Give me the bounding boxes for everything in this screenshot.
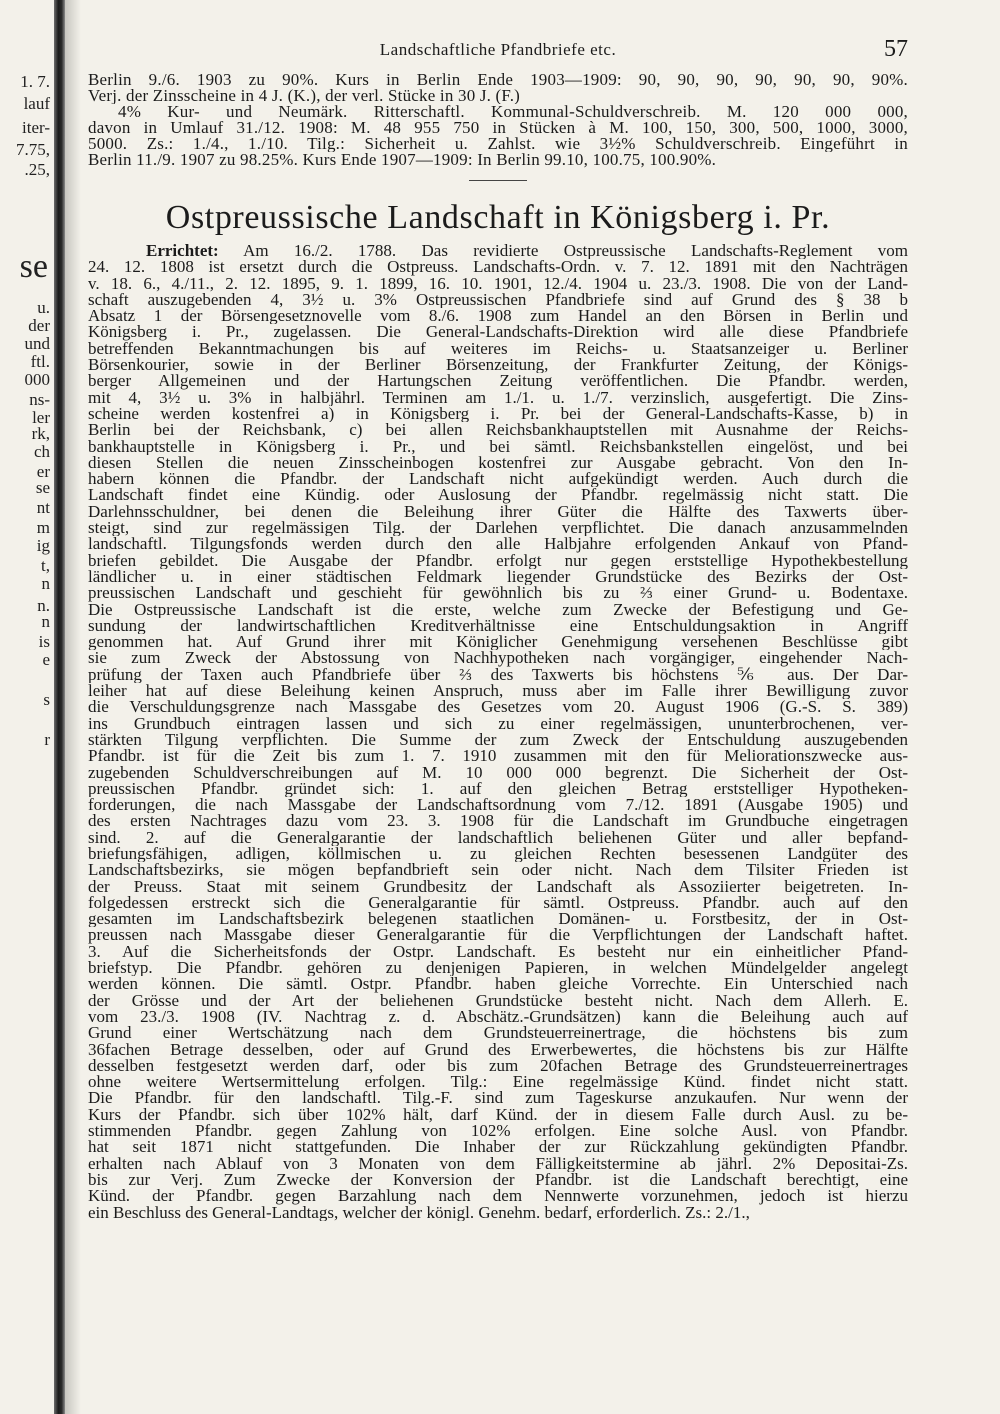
left-page-fragment bbox=[0, 0, 52, 1414]
body-line: schaft auszugebenden 4, 3½ u. 3% Ostpreussischen Pfandbriefe sind auf Grund des § 38 b bbox=[88, 291, 908, 309]
left-fragment-0: 1. 7. bbox=[20, 72, 50, 91]
body-line: sind. 2. auf die Generalgarantie der landschaftlich beliehenen Güter und aller bepfand- bbox=[88, 829, 908, 846]
section-divider bbox=[469, 180, 527, 181]
errichtet-label: Errichtet: bbox=[146, 243, 219, 260]
body-line: 36fachen Betrage desselben, oder auf Grund des Erwerbewertes, die höchstens bis zur Hälfte bbox=[88, 1041, 908, 1058]
body-line: Absatz 1 der Börsengesetznovelle vom 8./6. 1908 zum Handel an den Börsen in Berlin und bbox=[88, 308, 908, 325]
left-fragment-17: nt bbox=[36, 498, 50, 517]
body-line: bankhauptstelle in Königsberg i. Pr., und bei sämtl. Reichsbankstellen eingelöst, und bei bbox=[88, 438, 908, 455]
body-line: Börsenkourier, sowie in der Berliner Börsenzeitung, der Frankfurter Zeitung, der Königs- bbox=[88, 357, 908, 374]
left-fragment-20: t, bbox=[41, 556, 50, 575]
body-line: Künd. der Pfandbr. gegen Barzahlung nach dem Nennwerte vorzunehmen, jedoch ist hierzu bbox=[88, 1188, 908, 1205]
left-fragment-2: iter- bbox=[22, 118, 50, 137]
body-line: Die Ostpreussische Landschaft ist die erste, welche zum Zwecke der Befestigung und Ge- bbox=[88, 601, 908, 618]
body-line: prüfung der Taxen auch Pfandbriefe über ⅔ des Taxwerts bis höchstens ⅚ aus. Der Dar- bbox=[88, 666, 908, 684]
running-title: Landschaftliche Pfandbriefe etc. bbox=[379, 40, 617, 59]
body-line: vom 23./3. 1908 (IV. Nachtrag z. d. Abschätz.-Grundsätzen) kann die Beleihung auch auf bbox=[88, 1008, 908, 1026]
body-line: sundung der landwirtschaftlichen Kreditverhältnisse eine Entschuldungsaktion in Angriff bbox=[88, 617, 908, 635]
body-line: folgedessen erstreckt sich die Generalgarantie für sämtl. Ostpreuss. Pfandbr. auch auf den bbox=[88, 894, 908, 912]
left-fragment-9: ftl. bbox=[30, 352, 50, 371]
established-line bbox=[88, 243, 908, 259]
left-fragment-13: rk, bbox=[31, 424, 50, 443]
body-line: v. 18. 6., 4./11., 2. 12. 1895, 9. 1. 1899, 16. 10. 1901, 12./4. 1904 u. 23./3. 1908. Die von der Land- bbox=[88, 275, 908, 292]
body-line: desselben festgesetzt werden darf, oder bis zum 20fachen Betrage des Grundsteuerreinertrages bbox=[88, 1057, 908, 1075]
body-line: ein Beschluss des General-Landtags, welcher der königl. Genehm. bedarf, erforderlich. Zs.: 2./1., bbox=[88, 1204, 750, 1221]
body-line: briefungsfähigen, adligen, köllmischen u. zu gleichen Rechten besessenen Landgüter des bbox=[88, 845, 908, 863]
left-fragment-12: ler bbox=[32, 408, 50, 427]
body-line: scheine werden kostenfrei a) in Königsberg i. Pr. bei der General-Landschafts-Kasse, b) in bbox=[88, 405, 908, 423]
body-line: Die Pfandbr. für den landschaftl. Tilg.-F. sind zum Tageskurse anzukaufen. Nur wenn der bbox=[88, 1090, 908, 1107]
entry-line: Berlin 9./6. 1903 zu 90%. Kurs in Berlin Ende 1903—1909: 90, 90, 90, 90, 90, 90, 90%. bbox=[88, 72, 908, 88]
page-content bbox=[88, 36, 908, 1221]
left-fragment-25: e bbox=[42, 650, 50, 669]
left-fragment-5: se bbox=[19, 248, 48, 285]
left-fragment-10: 000 bbox=[24, 370, 50, 389]
entry-line: 5000. Zs.: 1./4., 1./10. Tilg.: Sicherheit u. Zahlst. wie 3½% Schuldverschreib. Eingeführt in bbox=[88, 136, 908, 152]
section-body bbox=[88, 243, 908, 1221]
left-fragment-6: u. bbox=[37, 298, 50, 317]
body-line: hat seit 1871 nicht stattgefunden. Die Inhaber der zur Rückzahlung gekündigten Pfandbr. bbox=[88, 1139, 908, 1156]
body-line: leiher hat auf diese Beleihung keinen Anspruch, muss aber im Falle ihrer Bewilligung zuvor bbox=[88, 683, 908, 700]
running-header bbox=[88, 36, 908, 72]
left-fragment-26: s bbox=[43, 690, 50, 709]
left-fragment-7: der bbox=[28, 316, 50, 335]
entry-line: Berlin 11./9. 1907 zu 98.25%. Kurs Ende 1907—1909: In Berlin 99.10, 100.75, 100.90%. bbox=[88, 152, 717, 168]
gutter-shadow bbox=[65, 0, 81, 1414]
body-line: ohne weitere Wertsermittelung erfolgen. Tilg.: Eine regelmässige Künd. findet nicht statt. bbox=[88, 1074, 908, 1091]
body-line: Landschaft findet eine Kündig. oder Auslosung der Pfandbr. regelmässig nicht statt. Die bbox=[88, 487, 908, 504]
body-line: Kurs der Pfandbr. sich über 102% hält, darf Künd. der in diesem Falle durch Ausl. zu be- bbox=[88, 1106, 908, 1124]
book-spine-gutter bbox=[54, 0, 65, 1414]
body-line: Pfandbr. ist für die Zeit bis zum 1. 7. 1910 zusammen mit den für Meliorationszwecke aus- bbox=[88, 748, 908, 765]
body-line: Königsberg i. Pr., zugelassen. Die General-Landschafts-Direktion wird alle diese Pfandbriefe bbox=[88, 324, 908, 341]
body-line: 24. 12. 1808 ist ersetzt durch die Ostpreuss. Landschafts-Ordn. v. 7. 12. 1891 mit den Nachträgen bbox=[88, 259, 908, 276]
body-line: habern können die Pfandbr. der Landschaft nicht aufgekündigt werden. Auch durch die bbox=[88, 471, 908, 488]
left-fragment-24: is bbox=[38, 632, 50, 651]
body-line: gesamten im Landschaftsbezirk belegenen staatlichen Domänen- u. Forstbesitz, der in Ost- bbox=[88, 911, 908, 928]
left-fragment-28: r bbox=[44, 730, 50, 749]
body-line: Landschaftsbezirks, sie mögen bepfandbrieft sein oder nicht. Nach dem Tilsiter Frieden ist bbox=[88, 862, 908, 879]
left-fragment-23: n bbox=[41, 612, 50, 631]
body-line: preussen nach Massgabe dieser Generalgarantie für die Verpflichtungen der Landschaft haftet. bbox=[88, 927, 908, 944]
body-line: briefstyp. Die Pfandbr. gehören zu denjenigen Papieren, in welchen Mündelgelder angelegt bbox=[88, 960, 908, 977]
body-line: Grund einer Wertschätzung nach dem Grundsteuerreinertrage, die höchstens bis zum bbox=[88, 1025, 908, 1042]
body-line: bis zur Verj. Zum Zwecke der Konversion der Pfandbr. ist die Landschaft berechtigt, eine bbox=[88, 1171, 908, 1189]
body-line: briefen gebildet. Die Ausgabe der Pfandbr. erfolgt nur gegen erststellige Hypothekbestellung bbox=[88, 552, 908, 569]
left-fragment-21: n bbox=[41, 574, 50, 593]
left-fragment-14: ch bbox=[33, 442, 50, 461]
entry-line: 4% Kur- und Neumärk. Ritterschaftl. Kommunal-Schuldverschreib. M. 120 000 000, bbox=[118, 104, 908, 120]
body-line: 3. Auf die Sicherheitsfonds der Ostpr. Landschaft. Es besteht nur ein einheitlicher Pfand- bbox=[88, 943, 908, 961]
left-fragment-18: m bbox=[36, 518, 50, 537]
body-line: Berlin bei der Reichsbank, c) bei allen Reichsbankhauptstellen mit Ausnahme der Reichs- bbox=[88, 422, 908, 439]
body-line: der Grösse und der Art der beliehenen Grundstücke besteht nicht. Nach dem Allerh. E. bbox=[88, 992, 908, 1009]
body-line: der Preuss. Staat mit seinem Grundbesitz der Landschaft als Assoziierter beigetreten. In- bbox=[88, 878, 908, 895]
body-line: betreffenden Bekanntmachungen bis auf weiteres im Reichs- u. Staatsanzeiger u. Berliner bbox=[88, 340, 908, 358]
left-fragment-16: se bbox=[35, 478, 50, 497]
left-fragment-8: und bbox=[24, 334, 50, 353]
body-line: zugebenden Schuldverschreibungen auf M. 10 000 000 begrenzt. Die Sicherheit der Ost- bbox=[88, 764, 908, 781]
body-line: landschaftl. Tilgungsfonds werden durch den alle Halbjahre erfolgenden Ankauf von Pfand- bbox=[88, 536, 908, 553]
left-fragment-4: .25, bbox=[24, 160, 50, 179]
body-line: stärkten Tilgung verpflichten. Die Summe der zum Zweck der Entschuldung auszugebenden bbox=[88, 731, 908, 749]
previous-entry-tail bbox=[88, 72, 908, 168]
entry-line: davon in Umlauf 31./12. 1908: M. 48 955 750 in Stücken à M. 100, 150, 300, 500, 1000, 3000, bbox=[88, 120, 908, 136]
left-fragment-22: n. bbox=[37, 596, 50, 615]
body-line: mit 4, 3½ u. 3% in halbjährl. Terminen am 1./1. u. 1./7. verzinslich, ausgefertigt. Die Zins- bbox=[88, 389, 908, 406]
body-line: stimmenden Pfandbr. gegen Zahlung von 102% erfolgen. Eine solche Ausl. von Pfandbr. bbox=[88, 1123, 908, 1140]
left-fragment-11: ns- bbox=[29, 390, 50, 409]
page-number: 57 bbox=[884, 36, 908, 62]
body-line: steigt, sind zur regelmässigen Tilg. der Darlehen verpflichtet. Die danach anzusammelnden bbox=[88, 520, 908, 537]
established-text: Am 16./2. 1788. Das revidierte Ostpreussische Landschafts-Reglement vom bbox=[218, 243, 908, 260]
body-line: werden können. Die sämtl. Ostpr. Pfandbr. haben gleiche Vorrechte. Ein Unterschied nach bbox=[88, 976, 908, 993]
body-line: preussischen Landschaft und geschieht für gewöhnlich bis zu ⅔ einer Grund- u. Bodentaxe. bbox=[88, 585, 908, 602]
body-line: forderungen, die nach Massgabe der Landschaftsordnung vom 7./12. 1891 (Ausgabe 1905) und bbox=[88, 797, 908, 814]
body-line: erhalten nach Ablauf von 3 Monaten von dem Fälligkeitstermine ab jährl. 2% Depositai-Zs. bbox=[88, 1155, 908, 1172]
body-line: ländlicher u. in einer städtischen Feldmark liegender Grundstücke des Bezirks der Ost- bbox=[88, 568, 908, 586]
left-fragment-15: er bbox=[36, 462, 50, 481]
section-title: Ostpreussische Landschaft in Königsberg i. Pr. bbox=[165, 199, 831, 236]
body-line: Darlehnsschuldner, bei denen die Beleihung ihrer Güter die Hälfte des Taxwerts über- bbox=[88, 503, 908, 521]
body-line: preussischen Pfandbr. gründet sich: 1. auf den gleichen Betrag erststelliger Hypotheken- bbox=[88, 780, 908, 798]
body-line: ins Grundbuch eintragen lassen und sich zu einer regelmässigen, ununterbrochenen, ver- bbox=[88, 715, 908, 732]
body-line: berger Allgemeinen und der Hartungschen Zeitung veröffentlichen. Die Pfandbr. werden, bbox=[88, 373, 908, 390]
body-line: diesen Stellen die neuen Zinsscheinbogen kostenfrei zur Ausgabe gebracht. Von den In- bbox=[88, 454, 908, 472]
body-line: genommen hat. Auf Grund ihrer mit Königlicher Genehmigung versehenen Beschlüsse gibt bbox=[88, 634, 908, 651]
left-fragment-19: ig bbox=[36, 536, 50, 555]
body-line: die Verschuldungsgrenze nach Massgabe des Gesetzes vom 20. August 1906 (G.-S. S. 389) bbox=[88, 699, 908, 716]
entry-line: Verj. der Zinsscheine in 4 J. (K.), der verl. Stücke in 30 J. (F.) bbox=[88, 88, 521, 104]
body-line: sie zum Zweck der Abstossung von Nachhypotheken nach vorgängiger, eingehender Nach- bbox=[88, 650, 908, 667]
left-fragment-3: 7.75, bbox=[16, 140, 50, 159]
body-line: des ersten Nachtrages dazu vom 23. 3. 1908 für die Landschaft im Grundbuche eingetragen bbox=[88, 813, 908, 830]
left-fragment-1: lauf bbox=[23, 94, 50, 113]
